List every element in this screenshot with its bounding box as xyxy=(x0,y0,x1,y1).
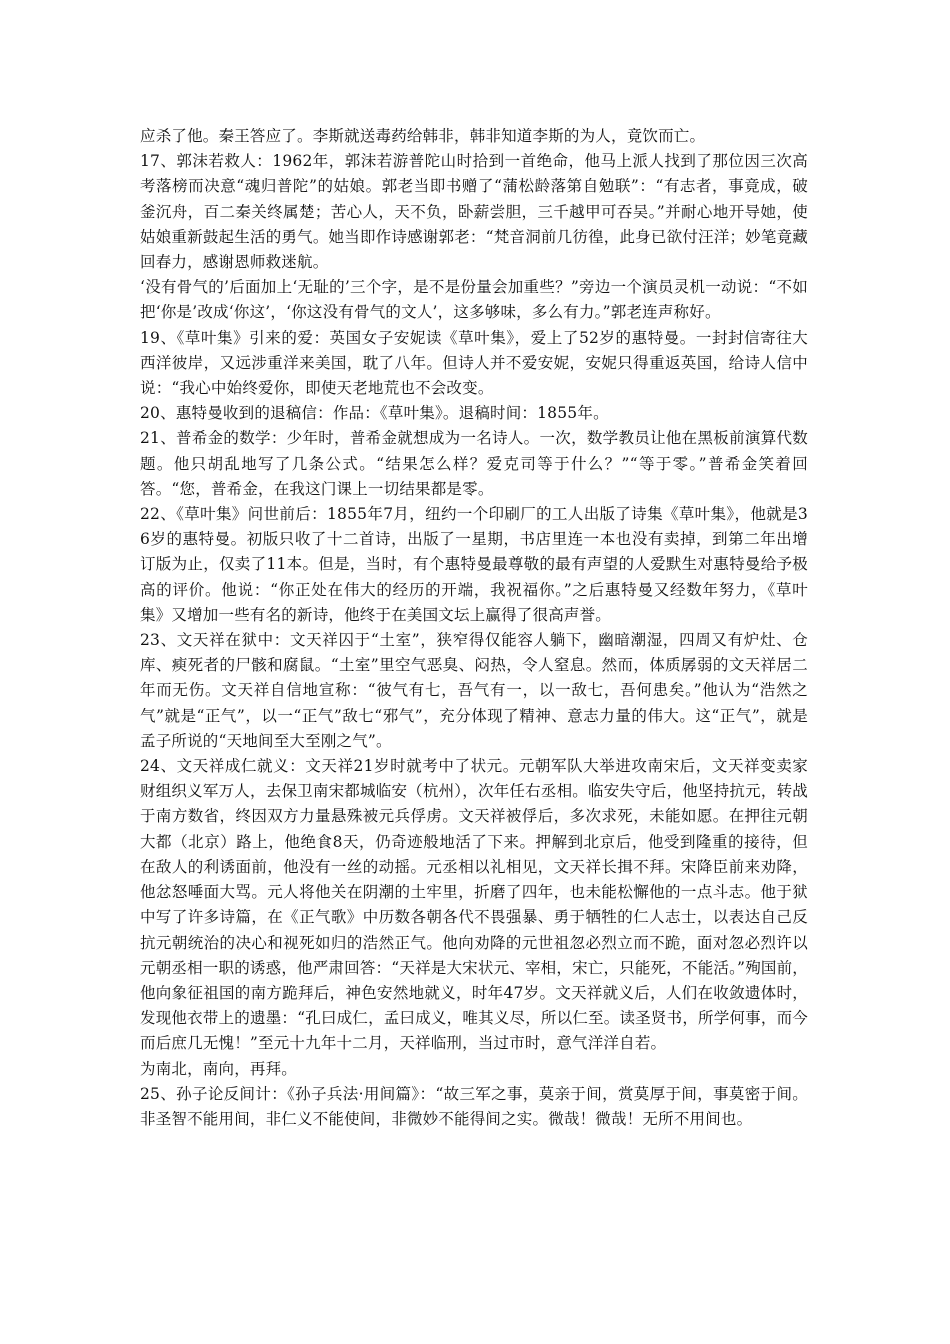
paragraph-guo-moruo: 17、郭沫若救人：1962年，郭沫若游普陀山时拾到一首绝命，他马上派人找到了那位因三次高考落榜而决意“魂归普陀”的姑娘。郭老当即书赠了“蒲松龄落第自勉联”：“有志者，事竟成，破釜沉舟，百二秦关终属楚；苦心人，天不负，卧薪尝胆，三千越甲可吞吴。”并耐心地开导她，使姑娘重新鼓起生活的勇气。她当即作诗感谢郭老：“梵音洞前几彷徨，此身已欲付汪洋；妙笔竟藏回春力，感谢恩师救迷航。 xyxy=(140,152,808,272)
paragraph-wen-tianxiang-martyrdom: 24、文天祥成仁就义：文天祥21岁时就考中了状元。元朝军队大举进攻南宋后，文天祥变卖家财组织义军万人，去保卫南宋都城临安（杭州），次年任右丞相。临安失守后，他坚持抗元，转战于南方数省，终因双方力量悬殊被元兵俘虏。文天祥被俘后，多次求死，未能如愿。在押往元朝大都（北京）路上，他绝食8天，仍奇迹般地活了下来。押解到北京后，他受到隆重的接待，但在敌人的利诱面前，他没有一丝的动摇。元丞相以礼相见，文天祥长揖不拜。宋降臣前来劝降，他忿怒唾面大骂。元人将他关在阴潮的土牢里，折磨了四年，也未能松懈他的一点斗志。他于狱中写了许多诗篇，在《正气歌》中历数各朝各代不畏强暴、勇于牺牲的仁人志士，以表达自己反抗元朝统治的决心和视死如归的浩然正气。他向劝降的元世祖忽必烈立而不跪，面对忽必烈许以元朝丞相一职的诱惑，他严肃回答：“天祥是大宋状元、宰相，宋亡，只能死，不能活。”殉国前，他向象征祖国的南方跪拜后，神色安然地就义，时年47岁。文天祥就义后，人们在收敛遗体时，发现他衣带上的遗墨：“孔曰成仁，孟曰成义，唯其义尽，所以仁至。读圣贤书，所学何事，而今而后庶几无愧！”至元十九年十二月，天祥临刑，当过市时，意气洋洋自若。 xyxy=(140,757,808,1053)
paragraph-no-backbone: ‘没有骨气的’后面加上‘无耻的’三个字，是不是份量会加重些？”旁边一个演员灵机一动说：“不如把‘你是’改成‘你这’，‘你这没有骨气的文人’，这多够味，多么有力。”郭老连声称好。 xyxy=(140,278,808,322)
paragraph-leaves-of-grass-publication: 22、《草叶集》问世前后：1855年7月，纽约一个印刷厂的工人出版了诗集《草叶集》，他就是36岁的惠特曼。初版只收了十二首诗，出版了一星期，书店里连一本也没有卖掉，到第二年出增订版为止，仅卖了11本。但是，当时，有个惠特曼最尊敬的最有声望的人爱默生对惠特曼给予极高的评价。他说：“你正处在伟大的经历的开端，我祝福你。”之后惠特曼又经数年努力，《草叶集》又增加一些有名的新诗，他终于在美国文坛上赢得了很高声誉。 xyxy=(140,505,808,624)
paragraph-leaves-of-grass-love: 19、《草叶集》引来的爱：英国女子安妮读《草叶集》，爱上了52岁的惠特曼。一封封信寄往大西洋彼岸，又远涉重洋来美国，耽了八年。但诗人并不爱安妮，安妮只得重返英国，给诗人信中说：“我心中始终爱你，即使天老地荒也不会改变。 xyxy=(140,328,808,398)
paragraph-pushkin-math: 21、普希金的数学：少年时，普希金就想成为一名诗人。一次，数学教员让他在黑板前演算代数题。他只胡乱地写了几条公式。“结果怎么样？爱克司等于什么？”“等于零。”普希金笑着回答。“您，普希金，在我这门课上一切结果都是零。 xyxy=(140,429,808,498)
document-page xyxy=(140,124,808,1132)
paragraph-whitman-rejection: 20、惠特曼收到的退稿信：作品：《草叶集》。退稿时间：1855年。 xyxy=(140,404,609,423)
paragraph-li-si-han-fei: 应杀了他。秦王答应了。李斯就送毒药给韩非，韩非知道李斯的为人，竟饮而亡。 xyxy=(140,127,706,145)
paragraph-wen-tianxiang-prison: 23、文天祥在狱中：文天祥囚于“土室”，狭窄得仅能容人躺下，幽暗潮湿，四周又有炉灶、仓库、瘐死者的尸骸和腐鼠。“土室”里空气恶臭、闷热，令人窒息。然而，体质孱弱的文天祥居二年而无伤。文天祥自信地宣称：“彼气有七，吾气有一，以一敌七，吾何患矣。”他认为“浩然之气”就是“正气”，以一“正气”敌七“邪气”，充分体现了精神、意志力量的伟大。这“正气”，就是孟子所说的“天地间至大至刚之气”。 xyxy=(140,631,808,750)
paragraph-sunzi-spies: 25、孙子论反间计：《孙子兵法·用间篇》：“故三军之事，莫亲于间，赏莫厚于间，事莫密于间。非圣智不能用间，非仁义不能使间，非微妙不能得间之实。微哉！微哉！无所不用间也。 xyxy=(140,1084,808,1128)
paragraph-south-bow: 为南北，南向，再拜。 xyxy=(140,1059,298,1078)
